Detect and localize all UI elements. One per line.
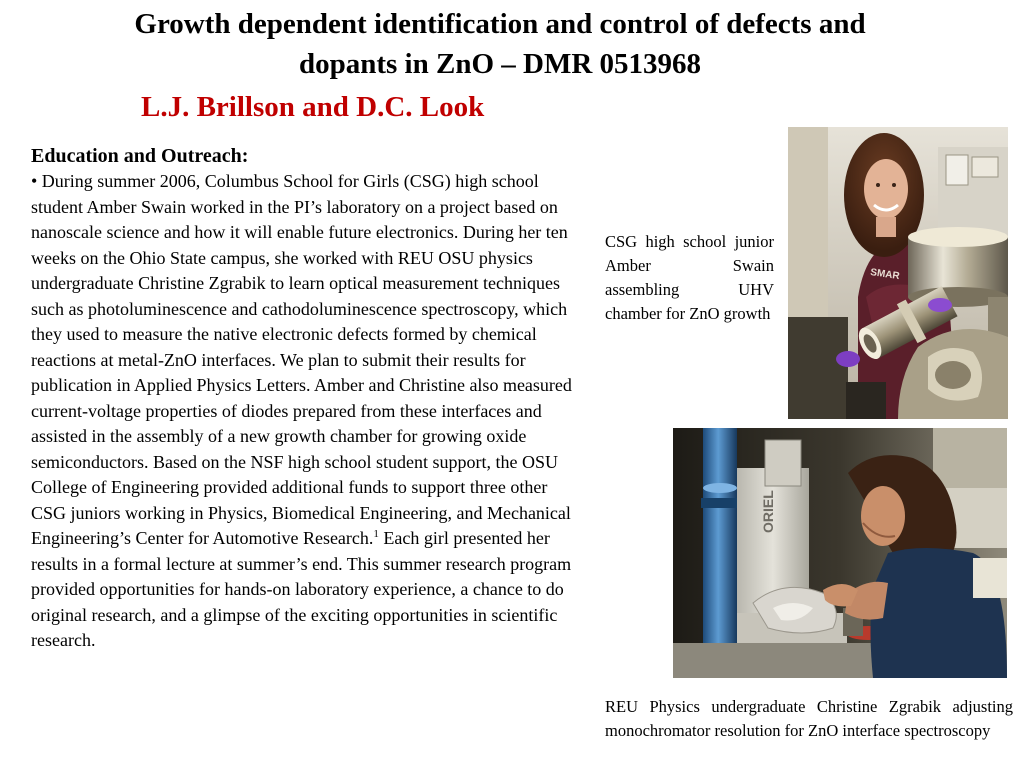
title-line-2: dopants in ZnO – DMR 0513968 — [298, 48, 702, 80]
photo-christine-zgrabik-image — [673, 428, 1007, 678]
figure-2-caption: REU Physics undergraduate Christine Zgrabik adjusting monochromator resolution for ZnO interface spectroscopy — [605, 697, 1013, 740]
education-outreach-section — [31, 143, 583, 654]
slide-title — [40, 4, 960, 84]
photo-amber-swain-image — [788, 127, 1008, 419]
section-heading: Education and Outreach: — [31, 145, 249, 167]
photo-christine-zgrabik — [673, 428, 1007, 678]
footnote-marker: 1 — [373, 528, 379, 540]
paragraph-part-1: • During summer 2006, Columbus School for Girls (CSG) high school student Amber Swain worked in the PI’s laboratory on a project based on nanoscale science and how it will enable future electronics. During her ten weeks on the Ohio State campus, she worked with REU OSU physics undergraduate Christine Zgrabik to learn optical measurement techniques such as photoluminescence and cathodoluminescence spectroscopy, which they used to measure the native electronic defects formed by chemical reactions at metal-ZnO interfaces. We plan to submit their results for publication in Applied Physics Letters. Amber and Christine also measured current-voltage properties of diodes prepared from these interfaces and assisted in the assembly of a new growth chamber for growing oxide semiconductors. Based on the NSF high school student support, the OSU College of Engineering provided additional funds to support three other CSG juniors working in Physics, Biomedical Engineering, and Mechanical Engineering’s Center for Automotive Research. — [31, 171, 572, 548]
device-label: ORIEL — [760, 490, 776, 533]
section-paragraph — [31, 169, 583, 654]
photo-amber-swain — [788, 127, 1008, 419]
authors-line: L.J. Brillson and D.C. Look — [141, 91, 485, 123]
figure-1-caption: CSG high school junior Amber Swain assembling UHV chamber for ZnO growth — [605, 232, 774, 323]
paragraph-part-2: Each girl presented her results in a formal lecture at summer’s end. This summer research program provided opportunities for hands-on laboratory experience, a chance to do original research, and a glimpse of the exciting opportunities in scientific research. — [31, 528, 572, 650]
title-line-1: Growth dependent identification and control of defects and — [134, 8, 866, 40]
shirt-lettering: SMAR — [869, 267, 901, 283]
